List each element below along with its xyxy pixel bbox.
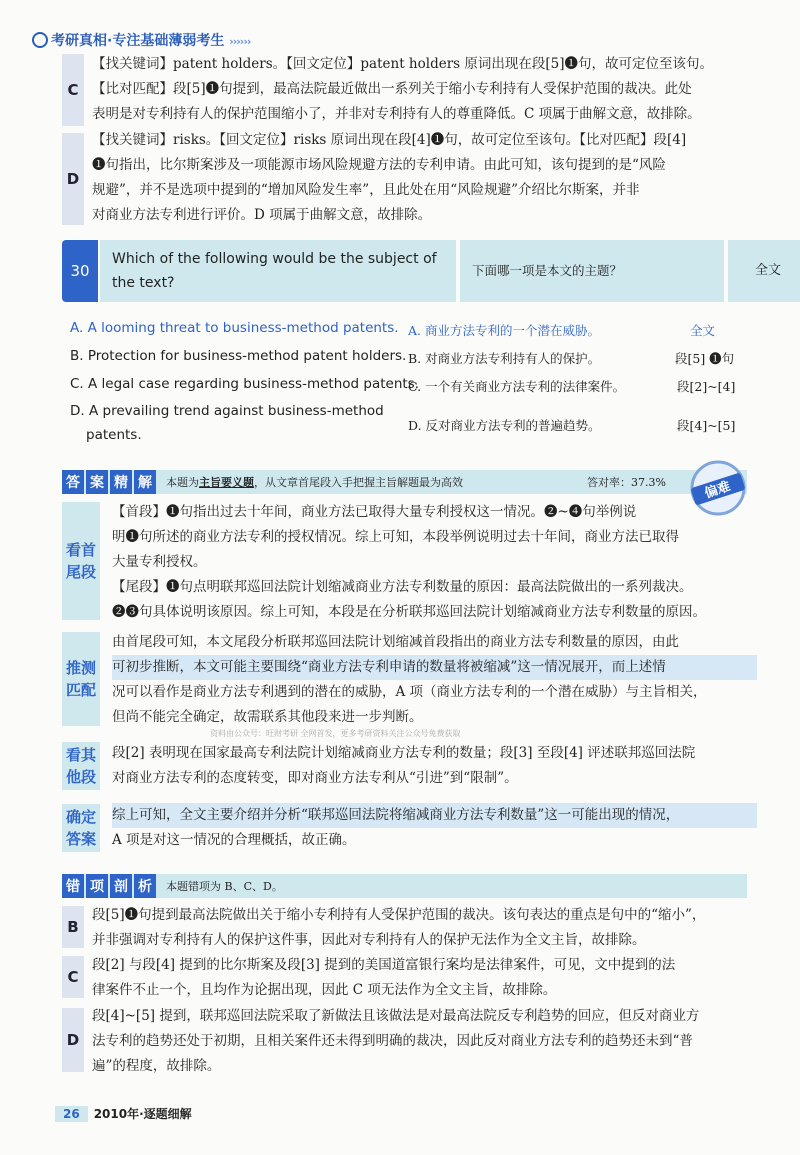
question-zh: 下面哪一项是本文的主题？ <box>460 240 724 302</box>
step-label-answer: 确定 答案 <box>62 804 100 852</box>
wrong-d-tag: D <box>62 1008 84 1072</box>
step-infer-text: 由首尾段可知，本文尾段分析联邦巡回法院计划缩减首段指出的商业方法专利数量的原因，由此 可初步推断，本文可能主要围绕“商业方法专利申请的数量将被缩减”这一情况展开，而上述情 况可以看作是商业方法专利遇到的潜在的威胁，A 项（商业方法专利的一个潜在威胁）与主旨相关， 但尚不能完全确定，故需联系其他段来进一步判断。 <box>112 630 757 730</box>
option-d-en: D. A prevailing trend against business-method <box>70 403 384 419</box>
step-label-first-last: 看首 尾段 <box>62 502 100 620</box>
d-line-2: ❶句指出，比尔斯案涉及一项能源市场风险规避方法的专利申请。由此可知，该句提到的是“风险 <box>92 157 666 173</box>
option-a-en: A. A looming threat to business-method patents. <box>70 320 399 336</box>
option-a-zh: A. 商业方法专利的一个潜在威胁。 <box>408 323 600 338</box>
d-line-3: 规避”，并不是选项中提到的“增加风险发生率”，且此处在用“风险规避”介绍比尔斯案，并非 <box>92 182 640 198</box>
option-c-analysis <box>92 52 757 127</box>
question-number: 30 <box>62 240 98 302</box>
wrong-c-tag: C <box>62 956 84 998</box>
answer-title: 答 案 精 解 <box>62 470 158 494</box>
wrong-d-text: 段[4]~[5] 提到，联邦巡回法院采取了新做法且该做法是对最高法院反专利趋势的回应，但反对商业方 法专利的趋势还处于初期，且相关案件还未得到明确的裁决，因此反对商业方法专利的趋势还未到“普 遍”的程度，故排除。 <box>92 1008 700 1074</box>
option-d-tag: D <box>62 133 84 225</box>
footer-label: 2010年·逐题细解 <box>93 1107 192 1121</box>
wrong-note: 本题错项为 B、C、D。 <box>166 880 283 893</box>
option-d-loc: 段[4]~[5] <box>677 418 736 433</box>
brand-header <box>32 30 250 50</box>
question-30 <box>62 240 781 302</box>
option-c-loc: 段[2]~[4] <box>677 379 736 394</box>
accuracy-rate: 答对率：37.3% <box>587 476 666 489</box>
step-label-infer: 推测 匹配 <box>62 632 100 726</box>
answer-section-header <box>62 470 747 494</box>
arrows-decor: ›››››› <box>229 35 251 48</box>
step-other-text: 段[2] 表明现在国家最高专利法院计划缩减商业方法专利的数量；段[3] 至段[4] 评述联邦巡回法院 对商业方法专利的态度转变，即对商业方法专利从“引进”到“限制”。 <box>112 745 696 786</box>
answer-note: 本题为主旨要义题，从文章首尾段入手把握主旨解题最为高效 <box>166 476 463 489</box>
brand-title: 考研真相·专注基础薄弱考生 <box>51 33 225 49</box>
page-number: 26 <box>55 1106 88 1122</box>
option-c-en: C. A legal case regarding business-method patents. <box>70 376 420 392</box>
d-line-4: 对商业方法专利进行评价。D 项属于曲解文意，故排除。 <box>92 207 432 223</box>
wrong-b-tag: B <box>62 906 84 948</box>
wrong-c-text: 段[2] 与段[4] 提到的比尔斯案及段[3] 提到的美国道富银行案均是法律案件，可见，文中提到的法 律案件不止一个，且均作为论据出现，因此 C 项无法作为全文主旨，故排除。 <box>92 957 676 998</box>
question-location: 全文 <box>728 240 800 302</box>
search-q-icon <box>32 32 48 48</box>
badge-label: 偏难 <box>702 479 733 502</box>
wrong-b-text: 段[5]❶句提到最高法院做出关于缩小专利持有人受保护范围的裁决。该句表达的重点是句中的“缩小”， 并非强调对专利持有人的保护这件事，因此对专利持有人的保护无法作为全文主旨，故排除。 <box>92 907 706 948</box>
wrong-section-header <box>62 874 747 898</box>
option-b-en: B. Protection for business-method patent holders. <box>70 348 407 364</box>
watermark: 资料由公众号：旺财考研 全网首发，更多考研资料关注公众号免费获取 <box>210 729 461 738</box>
option-c-zh: C. 一个有关商业方法专利的法律案件。 <box>408 379 626 394</box>
step-label-other: 看其 他段 <box>62 742 100 790</box>
step-first-last-text: 【首段】❶句指出过去十年间，商业方法已取得大量专利授权这一情况。❷~❹句举例说 明❶句所述的商业方法专利的授权情况。综上可知，本段举例说明过去十年间，商业方法已取得 大量专利授权。 【尾段】❶句点明联邦巡回法院计划缩减商业方法专利数量的原因：最高法院做出的一系列裁决。 ❷❸句具体说明该原因。综上可知，本段是在分析联邦巡回法院计划缩减商业方法专利数量的原因。 <box>112 504 706 620</box>
option-b-loc: 段[5] ❶句 <box>675 351 735 366</box>
option-c-tag: C <box>62 54 84 126</box>
wrong-title: 错 项 剖 析 <box>62 874 158 898</box>
option-d-analysis <box>92 128 757 228</box>
page-footer <box>55 1105 192 1122</box>
option-d-zh: D. 反对商业方法专利的普遍趋势。 <box>408 418 601 433</box>
c-line-3: 表明是对专利持有人的保护范围缩小了，并非对专利持有人的尊重降低。C 项属于曲解文意，故排除。 <box>92 106 701 122</box>
c-line-2: 【比对匹配】段[5]❶句提到，最高法院最近做出一系列关于缩小专利持有人受保护范围的裁决。此处 <box>92 81 692 97</box>
d-line-1: 【找关键词】risks。【回文定位】risks 原词出现在段[4]❶句，故可定位至该句。【比对匹配】段[4] <box>92 132 687 148</box>
option-b-zh: B. 对商业方法专利持有人的保护。 <box>408 351 601 366</box>
question-en: Which of the following would be the subject of the text? <box>100 240 456 302</box>
step-answer-text: 综上可知，全文主要介绍并分析“联邦巡回法院将缩减商业方法专利数量”这一可能出现的情况， A 项是对这一情况的合理概括，故正确。 <box>112 803 757 853</box>
option-a-loc: 全文 <box>690 323 716 338</box>
option-d-en-cont: patents. <box>86 427 142 443</box>
c-line-1: 【找关键词】patent holders。【回文定位】patent holders 原词出现在段[5]❶句，故可定位至该句。 <box>92 56 713 72</box>
